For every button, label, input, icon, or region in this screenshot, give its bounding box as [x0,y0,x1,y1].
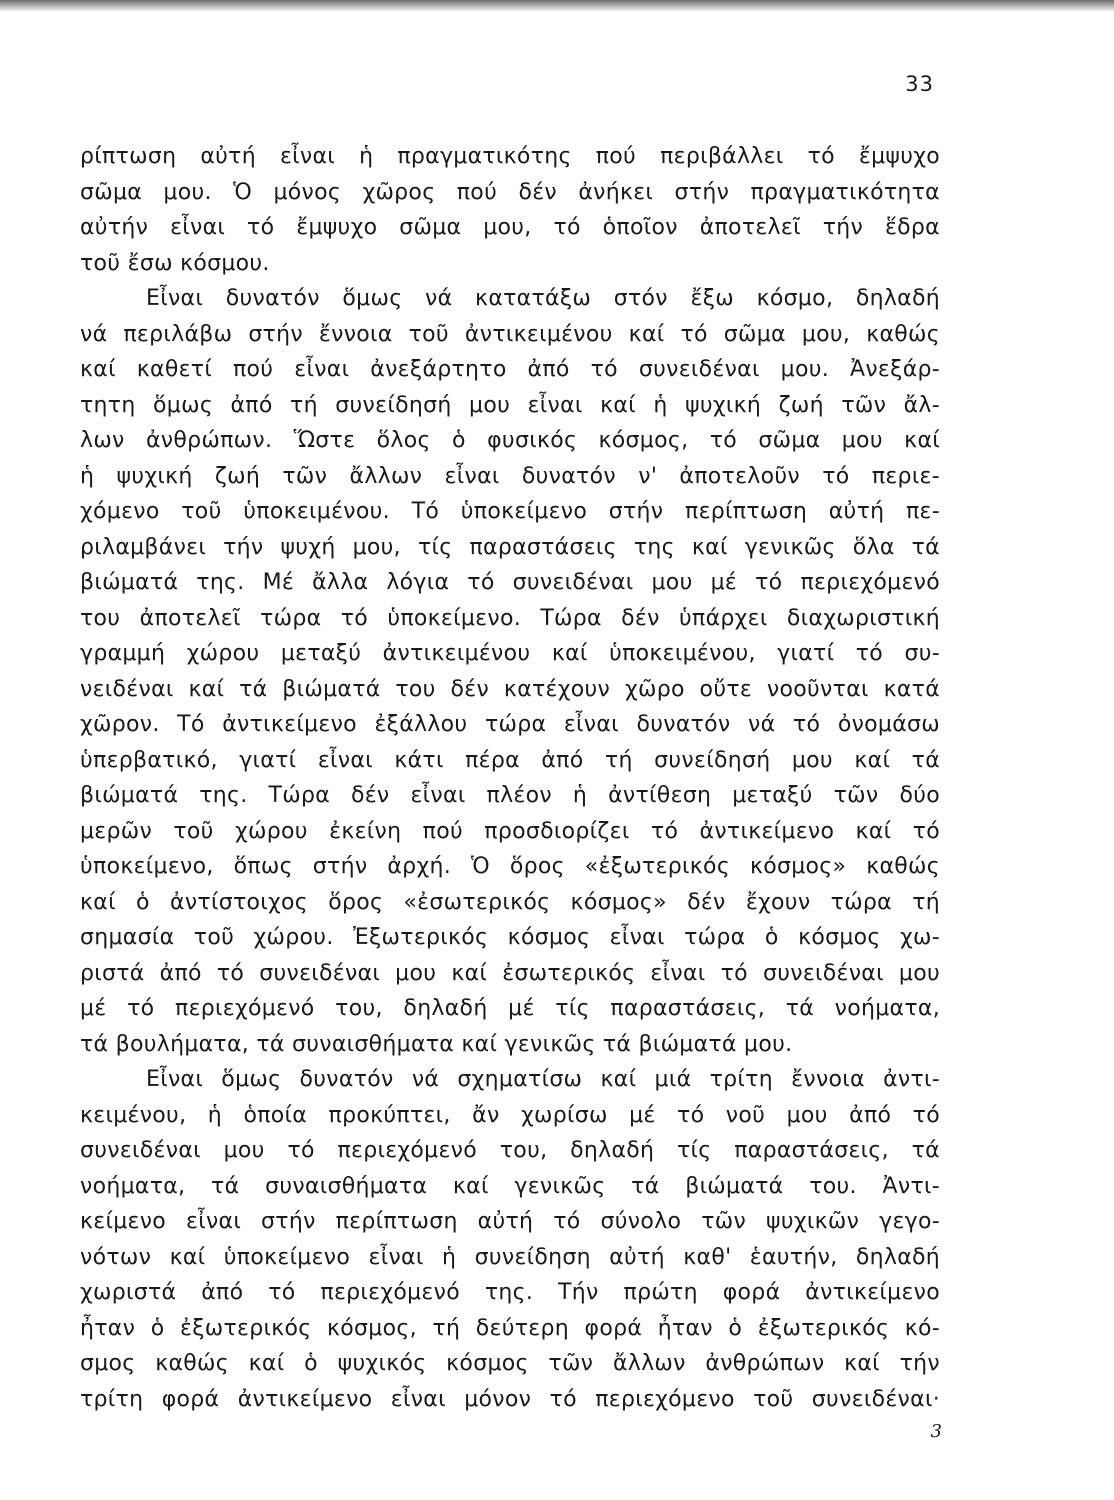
text-line: ριλαμβάνει τήν ψυχή μου, τίς παραστάσεις της καί γενικῶς ὅλα τά [80,534,940,560]
text-line: τά βουλήματα, τά συναισθήματα καί γενικῶς τά βιώματά μου. [80,1031,793,1057]
text-line: ριστά ἀπό τό συνειδέναι μου καί ἐσωτερικός εἶναι τό συνειδέναι μου [80,960,940,986]
text-line: σῶμα μου. Ὁ μόνος χῶρος πού δέν ἀνήκει στήν πραγματικότητα [80,179,940,205]
text-line: ρίπτωση αὐτή εἶναι ἡ πραγματικότης πού περιβάλλει τό ἔμψυχο [80,144,940,169]
text-line: καί καθετί πού εἶναι ἀνεξάρτητο ἀπό τό συνειδέναι μου. Ἀνεξάρ- [80,357,940,382]
text-line: νότων καί ὑποκείμενο εἶναι ἡ συνείδηση αὐτή καθ' ἑαυτήν, δηλαδή [80,1244,940,1270]
text-line: συνειδέναι μου τό περιεχόμενό του, δηλαδή τίς παραστάσεις, τά [80,1138,940,1163]
text-line: νοήματα, τά συναισθήματα καί γενικῶς τά βιώματά του. Ἀντι- [80,1173,940,1199]
text-line: του ἀποτελεῖ τώρα τό ὑποκείμενο. Τώρα δέν ὑπάρχει διαχωριστική [80,605,940,631]
text-line: τοῦ ἔσω κόσμου. [80,250,270,276]
text-line: βιώματά της. Τώρα δέν εἶναι πλέον ἡ ἀντίθεση μεταξύ τῶν δύο [80,783,940,808]
text-line: ἦταν ὁ ἐξωτερικός κόσμος, τή δεύτερη φορά ἦταν ὁ ἐξωτερικός κό- [80,1315,940,1341]
text-line: νά περιλάβω στήν ἔννοια τοῦ ἀντικειμένου καί τό σῶμα μου, καθώς [80,321,940,347]
text-line: χόμενο τοῦ ὑποκειμένου. Τό ὑποκείμενο στήν περίπτωση αὐτή πε- [80,499,940,524]
text-line: σμος καθώς καί ὁ ψυχικός κόσμος τῶν ἄλλων ἀνθρώπων καί τήν [80,1351,940,1376]
text-line: τρίτη φορά ἀντικείμενο εἶναι μόνον τό περιεχόμενο τοῦ συνειδέναι· [80,1386,940,1412]
text-line: λων ἀνθρώπων. Ὥστε ὅλος ὁ φυσικός κόσμος, τό σῶμα μου καί [80,428,940,453]
text-line: κειμένου, ἡ ὁποία προκύπτει, ἄν χωρίσω μέ τό νοῦ μου ἀπό τό [80,1102,940,1128]
signature-mark: 3 [930,1421,942,1442]
text-line: ἡ ψυχική ζωή τῶν ἄλλων εἶναι δυνατόν ν' ἀποτελοῦν τό περιε- [80,463,940,489]
page-number: 33 [905,72,934,96]
paragraph-start-line: Εἶναι δυνατόν ὅμως νά κατατάξω στόν ἔξω κόσμο, δηλαδή [146,286,940,311]
text-line: μέ τό περιεχόμενό του, δηλαδή μέ τίς παραστάσεις, τά νοήματα, [80,996,940,1021]
text-line: βιώματά της. Μέ ἄλλα λόγια τό συνειδέναι μου μέ τό περιεχόμενό [80,570,940,595]
text-line: αὐτήν εἶναι τό ἔμψυχο σῶμα μου, τό ὁποῖον ἀποτελεῖ τήν ἕδρα [80,215,940,240]
paragraph-start-line: Εἶναι ὅμως δυνατόν νά σχηματίσω καί μιά τρίτη ἔννοια ἀντι- [146,1067,940,1092]
text-line: χῶρον. Τό ἀντικείμενο ἐξάλλου τώρα εἶναι δυνατόν νά τό ὀνομάσω [80,712,940,737]
body-text [80,139,940,1417]
text-line: γραμμή χώρου μεταξύ ἀντικειμένου καί ὑποκειμένου, γιατί τό συ- [80,641,940,666]
scan-top-edge [0,0,1114,12]
text-line: ὑπερβατικό, γιατί εἶναι κάτι πέρα ἀπό τή συνείδησή μου καί τά [80,747,940,773]
text-line: χωριστά ἀπό τό περιεχόμενό της. Τήν πρώτη φορά ἀντικείμενο [80,1280,940,1305]
text-line: κείμενο εἶναι στήν περίπτωση αὐτή τό σύνολο τῶν ψυχικῶν γεγο- [80,1209,940,1234]
text-line: καί ὁ ἀντίστοιχος ὅρος «ἐσωτερικός κόσμος» δέν ἔχουν τώρα τή [80,889,940,915]
text-line: σημασία τοῦ χώρου. Ἐξωτερικός κόσμος εἶναι τώρα ὁ κόσμος χω- [80,925,940,950]
text-line: νειδέναι καί τά βιώματά του δέν κατέχουν χῶρο οὔτε νοοῦνται κατά [80,676,940,702]
text-line: μερῶν τοῦ χώρου ἐκείνη πού προσδιορίζει τό ἀντικείμενο καί τό [80,818,940,844]
text-line: τητη ὅμως ἀπό τή συνείδησή μου εἶναι καί ἡ ψυχική ζωή τῶν ἄλ- [80,392,940,418]
text-line: ὑποκείμενο, ὅπως στήν ἀρχή. Ὁ ὅρος «ἐξωτερικός κόσμος» καθώς [80,854,940,879]
